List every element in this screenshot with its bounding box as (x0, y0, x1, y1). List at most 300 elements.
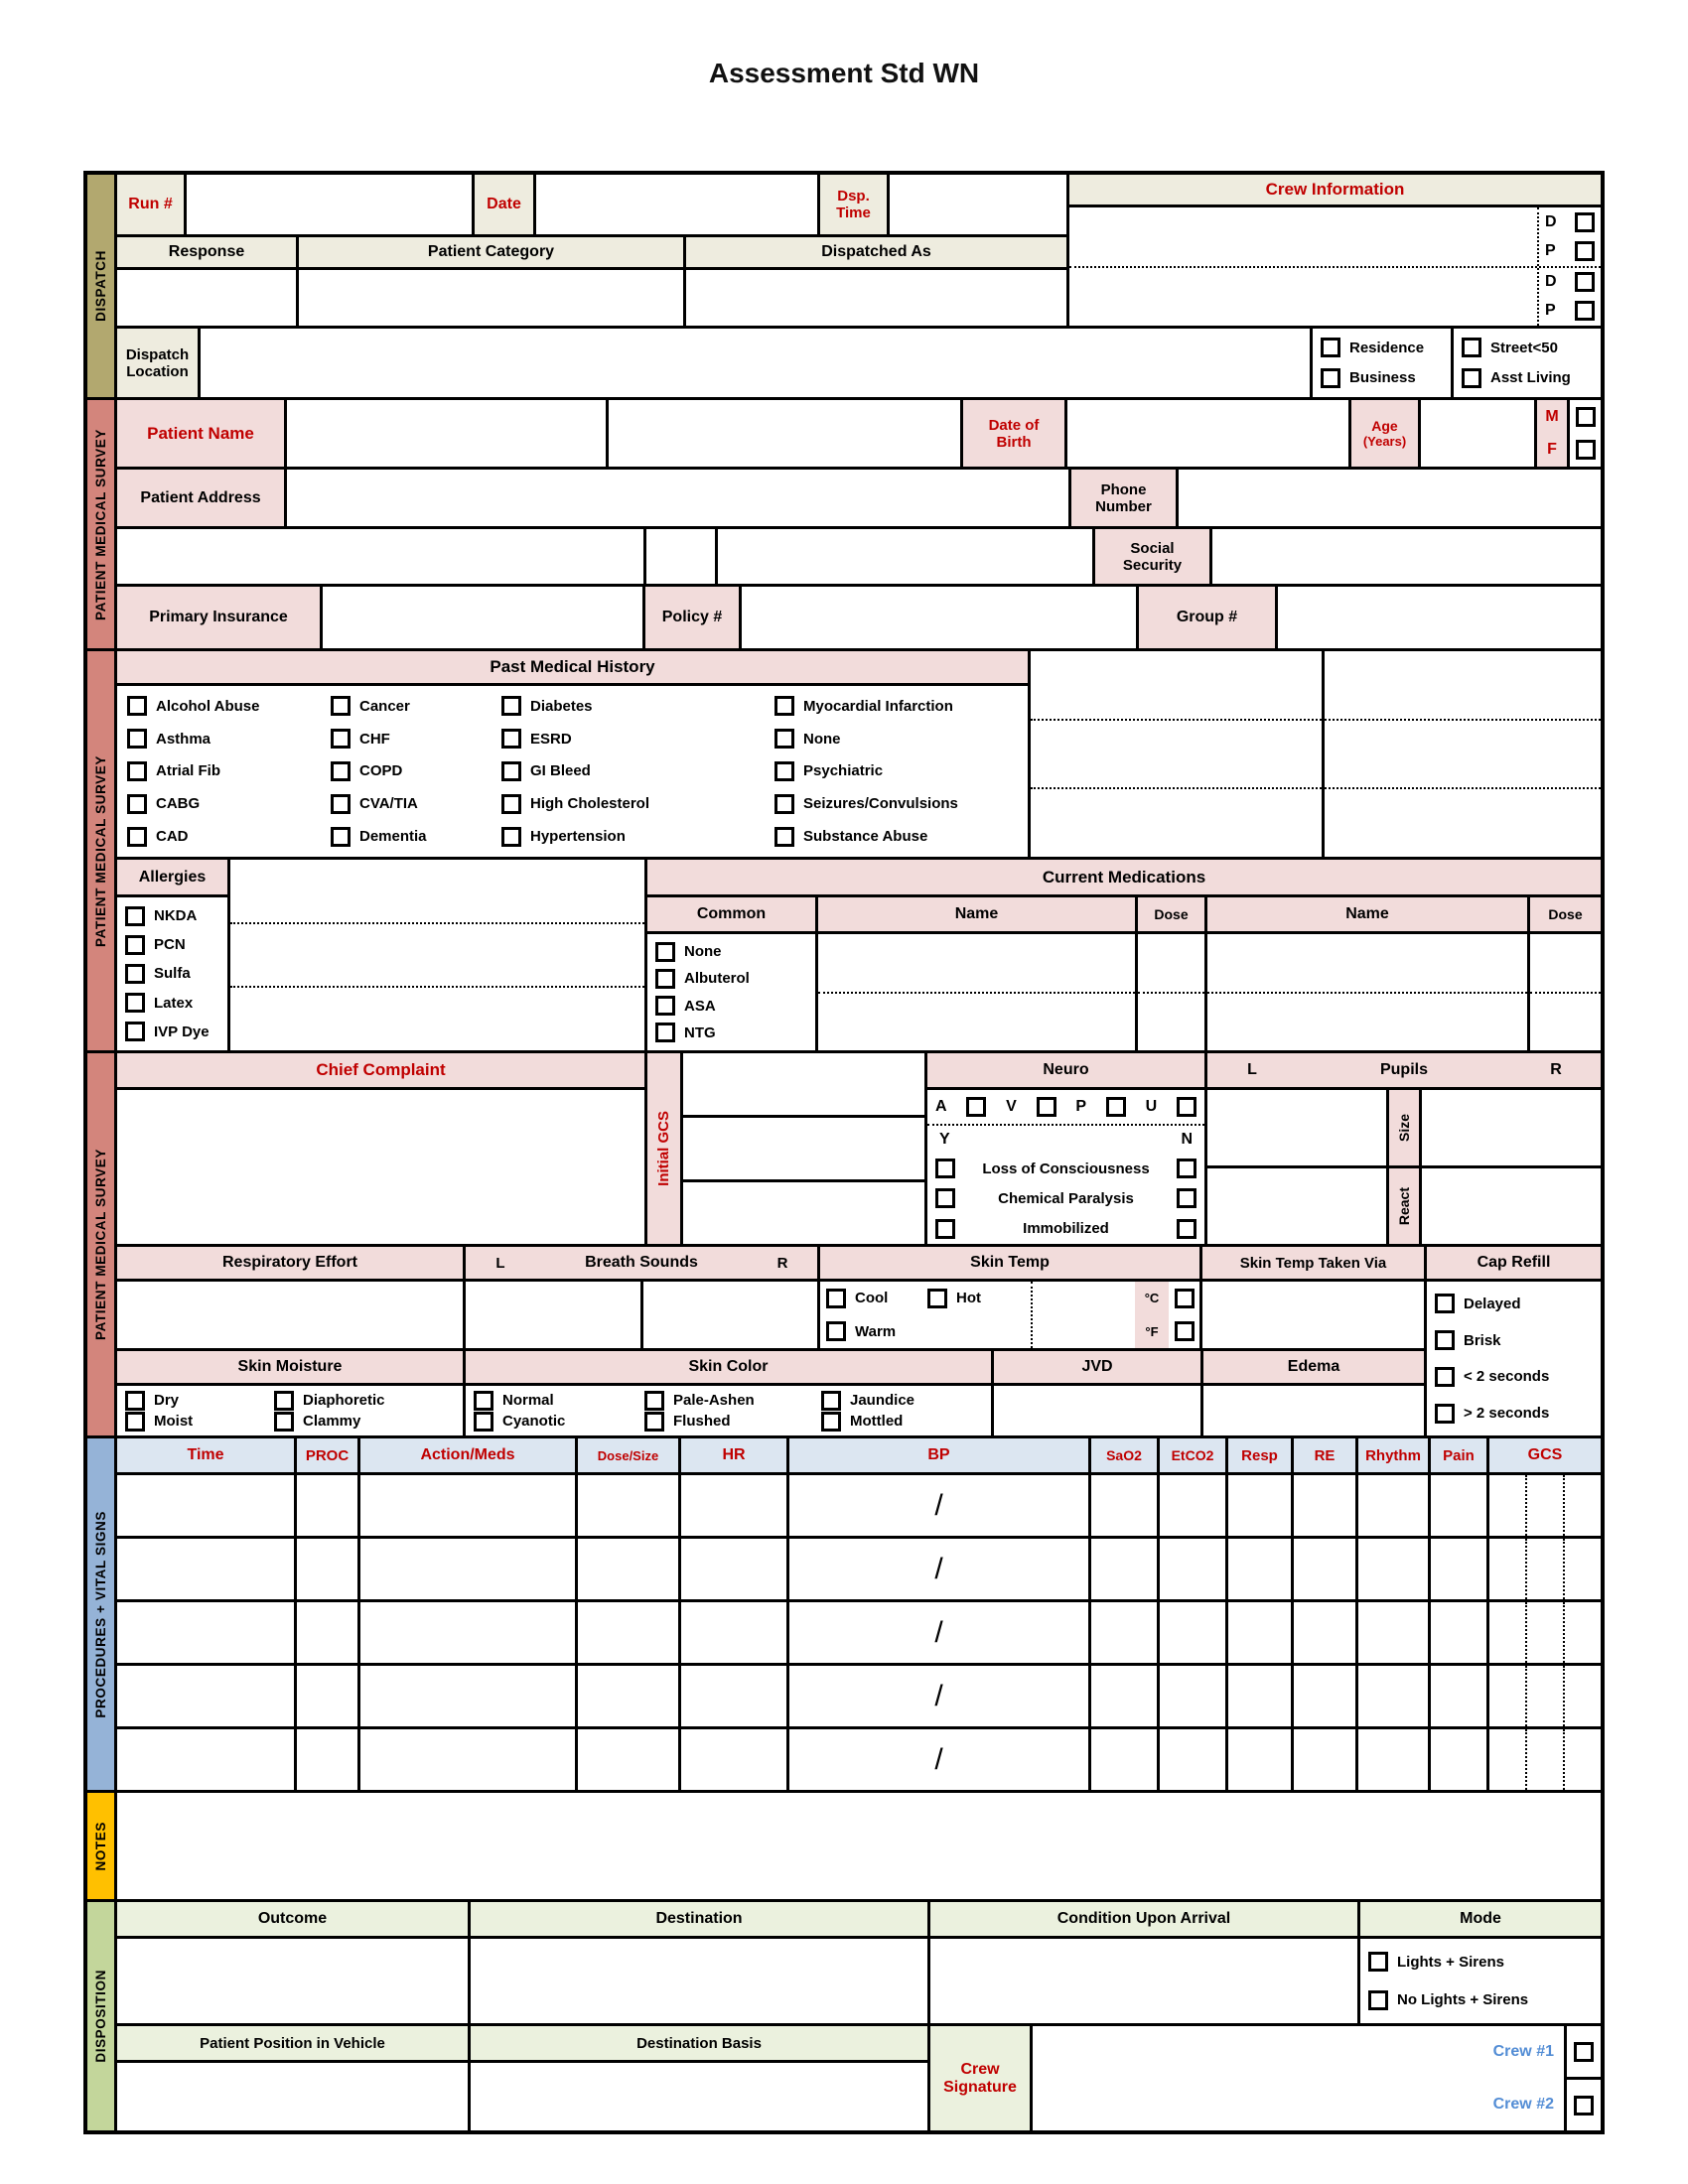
checkbox[interactable] (821, 1391, 841, 1411)
outcome-field[interactable] (117, 1939, 471, 2023)
no-label: N (1181, 1131, 1193, 1148)
gcs-eye-cell[interactable] (1489, 1539, 1527, 1599)
pupil-react-right-field[interactable] (1422, 1168, 1601, 1244)
checkbox[interactable] (331, 696, 351, 716)
time-cell[interactable] (117, 1666, 297, 1726)
hr-cell[interactable] (681, 1729, 789, 1790)
bp-cell[interactable]: / (789, 1666, 1091, 1726)
jvd-field[interactable] (994, 1386, 1200, 1435)
skin-color-option[interactable]: Jaundice (821, 1391, 987, 1411)
sao2-cell[interactable] (1091, 1602, 1160, 1663)
proc-cell[interactable] (297, 1666, 360, 1726)
moisture-option[interactable]: Diaphoretic (274, 1391, 459, 1411)
time-cell[interactable] (117, 1475, 297, 1536)
gcs-verbal-cell[interactable] (1527, 1539, 1565, 1599)
allergies-notes-field[interactable] (230, 860, 644, 924)
group-number-field[interactable] (1278, 587, 1601, 648)
bp-cell[interactable]: / (789, 1539, 1091, 1599)
crew1-signature-cell (1567, 2026, 1601, 2080)
bp-cell[interactable]: / (789, 1475, 1091, 1536)
checkbox[interactable] (655, 942, 675, 962)
allergies-notes-field[interactable] (230, 988, 644, 1050)
allergy-option[interactable]: PCN (125, 935, 223, 955)
dispatch-time-label: Dsp. Time (820, 175, 890, 234)
history-option[interactable]: CAD (127, 827, 319, 847)
date-field[interactable] (536, 175, 820, 234)
checkbox[interactable] (821, 1412, 841, 1432)
history-option[interactable]: Cancer (331, 696, 490, 716)
pupil-size-left-field[interactable] (1207, 1090, 1389, 1165)
checkbox[interactable] (1435, 1330, 1455, 1350)
no-checkbox[interactable] (1177, 1159, 1196, 1178)
patient-category-field[interactable] (299, 270, 686, 326)
condition-upon-arrival-field[interactable] (930, 1939, 1360, 2023)
dose-size-cell[interactable] (578, 1539, 681, 1599)
allergy-option[interactable]: Latex (125, 993, 223, 1013)
male-checkbox[interactable] (1576, 407, 1596, 427)
edema-field[interactable] (1203, 1386, 1424, 1435)
dose-size-cell[interactable] (578, 1602, 681, 1663)
checkbox[interactable] (125, 1022, 145, 1041)
social-security-field[interactable] (1212, 529, 1601, 584)
history-option[interactable]: Seizures/Convulsions (774, 794, 1024, 814)
initial-gcs-label: Initial GCS (647, 1053, 683, 1244)
skin-color-header: Skin Color (466, 1351, 991, 1386)
re-cell[interactable] (1294, 1602, 1358, 1663)
breath-sounds-right-field[interactable] (643, 1282, 818, 1348)
crew2-paramedic-row[interactable] (1539, 297, 1601, 326)
col-header-re: RE (1294, 1438, 1358, 1472)
gcs-verbal-field[interactable] (683, 1118, 924, 1182)
date-of-birth-field[interactable] (1067, 400, 1351, 467)
time-cell[interactable] (117, 1602, 297, 1663)
resp-cell[interactable] (1228, 1666, 1294, 1726)
re-cell[interactable] (1294, 1729, 1358, 1790)
chief-complaint-field[interactable] (117, 1090, 644, 1244)
gcs-eye-field[interactable] (683, 1053, 924, 1118)
checkbox[interactable] (1368, 1990, 1388, 2010)
med-name-field[interactable] (818, 934, 1135, 994)
checkbox[interactable] (1575, 212, 1595, 232)
rhythm-cell[interactable] (1358, 1475, 1431, 1536)
resp-cell[interactable] (1228, 1729, 1294, 1790)
checkbox[interactable] (826, 1289, 846, 1308)
yes-label: Y (939, 1131, 950, 1148)
checkbox[interactable] (826, 1321, 846, 1341)
dispatch-time-field[interactable] (890, 175, 1066, 234)
gcs-verbal-cell[interactable] (1527, 1729, 1565, 1790)
mode-option[interactable]: No Lights + Sirens (1368, 1990, 1597, 2010)
history-notes-field[interactable] (1325, 721, 1601, 790)
sidebar-survey-label: PATIENT MEDICAL SURVEY (93, 428, 108, 620)
allergy-option[interactable]: NKDA (125, 906, 223, 926)
yes-checkbox[interactable] (935, 1159, 955, 1178)
yes-checkbox[interactable] (935, 1219, 955, 1239)
sao2-cell[interactable] (1091, 1539, 1160, 1599)
patient-last-name-field[interactable] (609, 400, 963, 467)
gcs-motor-cell[interactable] (1565, 1602, 1601, 1663)
crew1-driver-row[interactable] (1539, 207, 1601, 236)
checkbox[interactable] (1435, 1294, 1455, 1313)
checkbox[interactable] (1462, 368, 1481, 388)
proc-cell[interactable] (297, 1729, 360, 1790)
mode-header: Mode (1360, 1902, 1601, 1936)
patient-address-field[interactable] (287, 470, 1071, 526)
checkbox[interactable] (501, 729, 521, 749)
etco2-cell[interactable] (1160, 1602, 1228, 1663)
gcs-verbal-cell[interactable] (1527, 1602, 1565, 1663)
checkbox[interactable] (1575, 272, 1595, 292)
breath-sounds-left-field[interactable] (466, 1282, 643, 1348)
skin-temp-warm-option[interactable]: Warm (826, 1321, 1031, 1341)
crew1-paramedic-row[interactable] (1539, 236, 1601, 265)
gcs-verbal-cell[interactable] (1527, 1666, 1565, 1726)
checkbox[interactable] (774, 761, 794, 781)
history-option[interactable]: Alcohol Abuse (127, 696, 319, 716)
hr-cell[interactable] (681, 1666, 789, 1726)
policy-number-field[interactable] (742, 587, 1139, 648)
patient-state-field[interactable] (646, 529, 718, 584)
checkbox[interactable] (331, 761, 351, 781)
dose-size-cell[interactable] (578, 1729, 681, 1790)
patient-first-name-field[interactable] (287, 400, 609, 467)
location-option[interactable]: Residence (1321, 338, 1447, 357)
checkbox[interactable] (331, 827, 351, 847)
etco2-cell[interactable] (1160, 1729, 1228, 1790)
checkbox[interactable] (127, 761, 147, 781)
rhythm-cell[interactable] (1358, 1666, 1431, 1726)
etco2-cell[interactable] (1160, 1666, 1228, 1726)
phone-number-field[interactable] (1179, 470, 1601, 526)
checkbox[interactable] (644, 1391, 664, 1411)
action-meds-cell[interactable] (360, 1539, 578, 1599)
proc-cell[interactable] (297, 1602, 360, 1663)
checkbox[interactable] (127, 794, 147, 814)
gcs-eye-cell[interactable] (1489, 1666, 1527, 1726)
gcs-verbal-cell[interactable] (1527, 1475, 1565, 1536)
rhythm-cell[interactable] (1358, 1729, 1431, 1790)
patient-city-field[interactable] (117, 529, 646, 584)
checkbox[interactable] (474, 1412, 493, 1432)
checkbox[interactable] (501, 827, 521, 847)
notes-field[interactable] (117, 1793, 1601, 1899)
med-name-label: Name (1207, 897, 1530, 931)
med-dose-field[interactable] (1530, 994, 1601, 1051)
skin-moisture-header: Skin Moisture (117, 1351, 463, 1386)
patient-position-header: Patient Position in Vehicle (117, 2026, 468, 2063)
allergy-option[interactable]: IVP Dye (125, 1022, 223, 1041)
history-option[interactable]: None (774, 729, 1024, 749)
fahrenheit-checkbox[interactable] (1175, 1321, 1195, 1341)
pupil-react-label: React (1389, 1168, 1422, 1244)
checkbox[interactable] (774, 827, 794, 847)
checkbox[interactable] (474, 1391, 493, 1411)
run-number-field[interactable] (187, 175, 475, 234)
neuro-option[interactable]: Chemical Paralysis (927, 1183, 1204, 1213)
cap-refill-option[interactable]: Brisk (1435, 1330, 1597, 1350)
skin-color-option[interactable]: Mottled (821, 1412, 987, 1432)
skin-color-option[interactable]: Flushed (644, 1412, 809, 1432)
history-notes-field[interactable] (1031, 651, 1322, 721)
med-dose-field[interactable] (1530, 934, 1601, 994)
avpu-alert-label: A (935, 1098, 947, 1115)
no-checkbox[interactable] (1177, 1188, 1196, 1208)
rhythm-cell[interactable] (1358, 1539, 1431, 1599)
destination-field[interactable] (471, 1939, 930, 2023)
re-cell[interactable] (1294, 1666, 1358, 1726)
med-dose-field[interactable] (1138, 994, 1204, 1051)
neuro-option[interactable]: Immobilized (927, 1214, 1204, 1244)
mode-option[interactable]: Lights + Sirens (1368, 1952, 1597, 1972)
crew2-name-field[interactable] (1069, 268, 1539, 327)
pain-cell[interactable] (1431, 1539, 1489, 1599)
patient-position-field[interactable] (117, 2063, 468, 2130)
checkbox[interactable] (644, 1412, 664, 1432)
action-meds-cell[interactable] (360, 1602, 578, 1663)
gcs-eye-cell[interactable] (1489, 1602, 1527, 1663)
breath-sounds-header: Breath Sounds (585, 1254, 698, 1271)
checkbox[interactable] (1321, 338, 1340, 357)
crew2-driver-row[interactable] (1539, 268, 1601, 297)
history-option[interactable]: Psychiatric (774, 761, 1024, 781)
pain-cell[interactable] (1431, 1729, 1489, 1790)
sao2-cell[interactable] (1091, 1475, 1160, 1536)
checkbox[interactable] (125, 935, 145, 955)
age-field[interactable] (1421, 400, 1537, 467)
condition-upon-arrival-header: Condition Upon Arrival (930, 1902, 1360, 1936)
checkbox[interactable] (125, 1391, 145, 1411)
sao2-cell[interactable] (1091, 1666, 1160, 1726)
moisture-option[interactable]: Moist (125, 1412, 262, 1432)
history-notes-field[interactable] (1031, 789, 1322, 857)
skin-temp-cool-option[interactable]: Cool (826, 1289, 927, 1308)
allergies-notes-field[interactable] (230, 924, 644, 989)
avpu-unresponsive-checkbox[interactable] (1177, 1097, 1196, 1117)
pain-cell[interactable] (1431, 1666, 1489, 1726)
resp-cell[interactable] (1228, 1475, 1294, 1536)
checkbox[interactable] (1368, 1952, 1388, 1972)
history-option[interactable]: CVA/TIA (331, 794, 490, 814)
checkbox[interactable] (1575, 301, 1595, 321)
history-column-4 (767, 686, 1028, 857)
gcs-motor-field[interactable] (683, 1182, 924, 1244)
re-cell[interactable] (1294, 1475, 1358, 1536)
proc-cell[interactable] (297, 1539, 360, 1599)
location-type-options-a (1313, 329, 1454, 397)
response-field[interactable] (117, 270, 299, 326)
checkbox[interactable] (1321, 368, 1340, 388)
med-dose-field[interactable] (1138, 934, 1204, 994)
bp-cell[interactable]: / (789, 1602, 1091, 1663)
respiratory-effort-field[interactable] (117, 1282, 463, 1348)
history-notes-field[interactable] (1325, 789, 1601, 857)
checkbox[interactable] (1435, 1404, 1455, 1424)
skin-temp-value-field[interactable] (1031, 1282, 1135, 1348)
run-number-label: Run # (117, 175, 187, 234)
primary-insurance-field[interactable] (323, 587, 645, 648)
sao2-cell[interactable] (1091, 1729, 1160, 1790)
hr-cell[interactable] (681, 1539, 789, 1599)
history-notes-field[interactable] (1031, 721, 1322, 790)
action-meds-cell[interactable] (360, 1729, 578, 1790)
checkbox[interactable] (1575, 241, 1595, 261)
checkbox[interactable] (501, 696, 521, 716)
cap-refill-option[interactable]: < 2 seconds (1435, 1367, 1597, 1387)
history-option[interactable]: CABG (127, 794, 319, 814)
common-med-option[interactable]: NTG (655, 1023, 811, 1042)
history-option[interactable]: ESRD (501, 729, 763, 749)
col-header-bp: BP (789, 1438, 1091, 1472)
checkbox[interactable] (331, 729, 351, 749)
skin-temp-hot-option[interactable]: Hot (927, 1289, 981, 1308)
location-option[interactable]: Asst Living (1462, 368, 1597, 388)
avpu-unresponsive-label: U (1145, 1098, 1158, 1115)
checkbox[interactable] (501, 794, 521, 814)
checkbox[interactable] (125, 1412, 145, 1432)
skin-temp-taken-via-field[interactable] (1202, 1282, 1424, 1348)
checkbox[interactable] (774, 729, 794, 749)
skin-color-option[interactable]: Pale-Ashen (644, 1391, 809, 1411)
resp-cell[interactable] (1228, 1539, 1294, 1599)
phone-number-label: Phone Number (1071, 470, 1179, 526)
checkbox[interactable] (774, 794, 794, 814)
checkbox[interactable] (125, 906, 145, 926)
hr-cell[interactable] (681, 1602, 789, 1663)
location-option[interactable]: Business (1321, 368, 1447, 388)
pain-cell[interactable] (1431, 1475, 1489, 1536)
skin-color-option[interactable]: Normal (474, 1391, 633, 1411)
time-cell[interactable] (117, 1539, 297, 1599)
cap-refill-option[interactable]: > 2 seconds (1435, 1404, 1597, 1424)
checkbox[interactable] (274, 1391, 294, 1411)
history-option[interactable]: Substance Abuse (774, 827, 1024, 847)
checkbox[interactable] (274, 1412, 294, 1432)
checkbox[interactable] (127, 696, 147, 716)
common-med-option[interactable]: Albuterol (655, 969, 811, 989)
gcs-motor-cell[interactable] (1565, 1475, 1601, 1536)
checkbox[interactable] (1435, 1367, 1455, 1387)
pain-cell[interactable] (1431, 1602, 1489, 1663)
crew2-signature-checkbox[interactable] (1574, 2096, 1594, 2116)
gcs-motor-cell[interactable] (1565, 1729, 1601, 1790)
bp-cell[interactable]: / (789, 1729, 1091, 1790)
history-option[interactable]: High Cholesterol (501, 794, 763, 814)
neuro-option[interactable]: Loss of Consciousness (927, 1154, 1204, 1183)
common-med-option[interactable]: ASA (655, 996, 811, 1016)
assessment-form (83, 171, 1605, 2134)
date-of-birth-label: Date of Birth (963, 400, 1067, 467)
etco2-cell[interactable] (1160, 1475, 1228, 1536)
resp-cell[interactable] (1228, 1602, 1294, 1663)
dose-size-cell[interactable] (578, 1475, 681, 1536)
action-meds-cell[interactable] (360, 1666, 578, 1726)
checkbox[interactable] (1462, 338, 1481, 357)
allergy-option[interactable]: Sulfa (125, 964, 223, 984)
checkbox[interactable] (125, 964, 145, 984)
yes-checkbox[interactable] (935, 1188, 955, 1208)
pupil-size-right-field[interactable] (1422, 1090, 1601, 1165)
med-name-field[interactable] (1207, 934, 1527, 994)
history-option[interactable]: GI Bleed (501, 761, 763, 781)
hr-cell[interactable] (681, 1475, 789, 1536)
moisture-option[interactable]: Dry (125, 1391, 262, 1411)
history-option[interactable]: Diabetes (501, 696, 763, 716)
checkbox[interactable] (774, 696, 794, 716)
dispatch-location-field[interactable] (201, 329, 1313, 397)
history-option[interactable]: COPD (331, 761, 490, 781)
history-option[interactable]: Myocardial Infarction (774, 696, 1024, 716)
date-label: Date (475, 175, 536, 234)
avpu-pain-checkbox[interactable] (1106, 1097, 1126, 1117)
action-meds-cell[interactable] (360, 1475, 578, 1536)
rhythm-cell[interactable] (1358, 1602, 1431, 1663)
checkbox[interactable] (125, 993, 145, 1013)
col-header-etco2: EtCO2 (1160, 1438, 1228, 1472)
re-cell[interactable] (1294, 1539, 1358, 1599)
checkbox[interactable] (655, 1023, 675, 1042)
avpu-alert-checkbox[interactable] (966, 1097, 986, 1117)
common-med-option[interactable]: None (655, 942, 811, 962)
female-checkbox[interactable] (1576, 440, 1596, 460)
history-option[interactable]: Asthma (127, 729, 319, 749)
checkbox[interactable] (927, 1289, 947, 1308)
crew1-name-field[interactable] (1069, 207, 1539, 266)
gcs-motor-cell[interactable] (1565, 1666, 1601, 1726)
skin-color-option[interactable]: Cyanotic (474, 1412, 633, 1432)
history-option[interactable]: CHF (331, 729, 490, 749)
avpu-verbal-checkbox[interactable] (1037, 1097, 1056, 1117)
history-option[interactable]: Hypertension (501, 827, 763, 847)
proc-cell[interactable] (297, 1475, 360, 1536)
patient-category-label: Patient Category (299, 237, 686, 267)
checkbox[interactable] (655, 969, 675, 989)
checkbox[interactable] (127, 827, 147, 847)
destination-basis-field[interactable] (471, 2063, 927, 2130)
med-name-field[interactable] (1207, 994, 1527, 1051)
checkbox[interactable] (127, 729, 147, 749)
vitals-row (117, 1602, 1601, 1666)
gcs-eye-cell[interactable] (1489, 1475, 1527, 1536)
med-name-field[interactable] (818, 994, 1135, 1051)
outcome-header: Outcome (117, 1902, 471, 1936)
checkbox[interactable] (655, 996, 675, 1016)
patient-zip-field[interactable] (718, 529, 1095, 584)
etco2-cell[interactable] (1160, 1539, 1228, 1599)
skin-color-column-2 (636, 1386, 813, 1435)
checkbox[interactable] (331, 794, 351, 814)
celsius-checkbox[interactable] (1175, 1289, 1195, 1308)
no-checkbox[interactable] (1177, 1219, 1196, 1239)
history-notes-field[interactable] (1325, 651, 1601, 721)
history-option[interactable]: Dementia (331, 827, 490, 847)
dose-size-cell[interactable] (578, 1666, 681, 1726)
history-option[interactable]: Atrial Fib (127, 761, 319, 781)
moisture-option[interactable]: Clammy (274, 1412, 459, 1432)
cap-refill-option[interactable]: Delayed (1435, 1294, 1597, 1313)
gcs-eye-cell[interactable] (1489, 1729, 1527, 1790)
pupil-react-left-field[interactable] (1207, 1168, 1389, 1244)
neuro-header: Neuro (927, 1053, 1204, 1090)
dispatched-as-field[interactable] (686, 270, 1066, 326)
location-option[interactable]: Street<50 (1462, 338, 1597, 357)
crew1-signature-checkbox[interactable] (1574, 2042, 1594, 2062)
sidebar-procedures-vital-signs (87, 1438, 117, 1790)
time-cell[interactable] (117, 1729, 297, 1790)
checkbox[interactable] (501, 761, 521, 781)
gcs-motor-cell[interactable] (1565, 1539, 1601, 1599)
destination-basis-header: Destination Basis (471, 2026, 927, 2063)
chief-complaint-header: Chief Complaint (117, 1053, 644, 1090)
